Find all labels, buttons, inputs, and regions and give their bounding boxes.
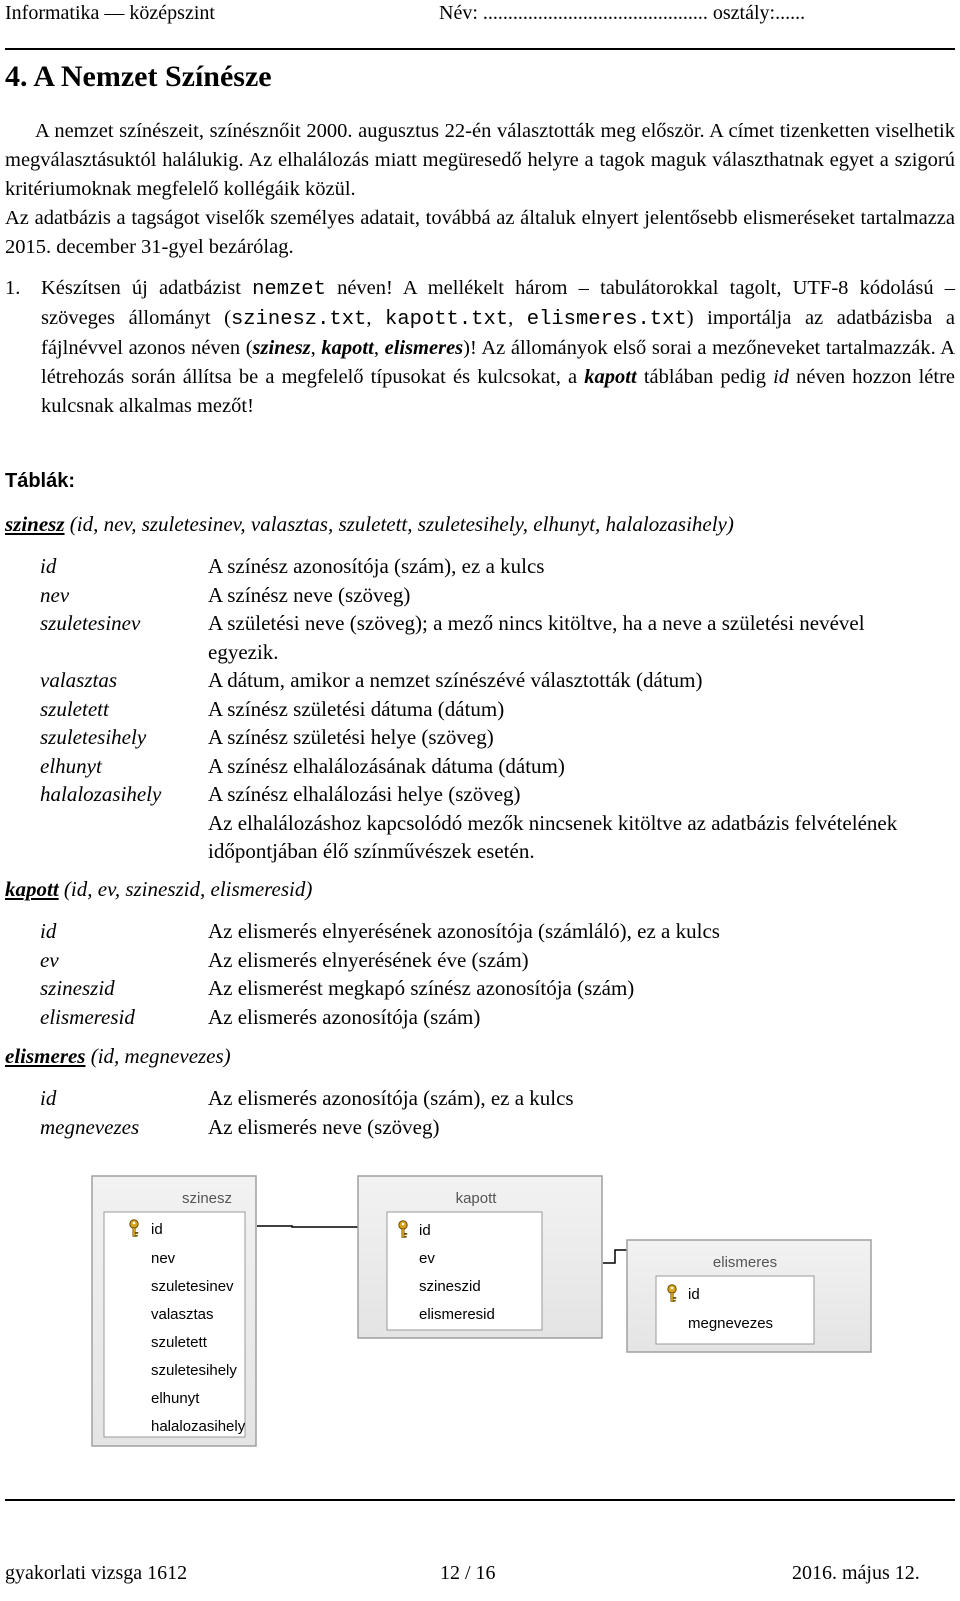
relation-line-kapott-elismeres <box>603 1250 627 1263</box>
task-text-part: , <box>508 307 527 329</box>
table-signature: (id, megnevezes) <box>85 1044 231 1068</box>
table-name: elismeres <box>384 337 464 359</box>
file-name: szinesz.txt <box>230 308 367 331</box>
footer-page-number: 12 / 16 <box>440 1562 496 1584</box>
table-header-kapott <box>5 877 312 902</box>
task-text-part: , <box>310 337 322 359</box>
footer-date: 2016. május 12. <box>792 1562 920 1584</box>
file-name: kapott.txt <box>385 308 509 331</box>
task-text-part: néven hozzon létre kulcsnak alkalmas mezőt! <box>41 366 956 417</box>
field-name: elhunyt <box>40 753 102 778</box>
header-rule <box>5 48 955 50</box>
field-name: halalozasihely <box>40 782 162 806</box>
field-description: A születési neve (szöveg); a mező nincs kitöltve, ha a neve a születési nevével egyezik. <box>208 611 865 664</box>
entity-fields: id megnevezes <box>688 1286 774 1332</box>
field-description: A színész azonosítója (szám), ez a kulcs <box>208 554 545 578</box>
entity-title: elismeres <box>712 1254 778 1271</box>
field-name: megnevezes <box>40 1114 140 1139</box>
field-name: szineszid <box>40 976 115 1000</box>
field-description: Az elismerés azonosítója (szám) <box>208 1004 481 1029</box>
task-text-part: táblában pedig <box>636 366 774 388</box>
db-name: nemzet <box>252 278 326 301</box>
field-description: A dátum, amikor a nemzet színészévé választották (dátum) <box>208 668 703 692</box>
footer-rule <box>5 1499 955 1501</box>
tables-label: Táblák: <box>5 470 76 492</box>
field-name: szuletett <box>40 696 109 721</box>
entity-fields: id nev szuletesinev valasztas szuletett szuletesihely elhunyt halalozasihely <box>151 1221 246 1435</box>
field-description: Az elismerést megkapó színész azonosítója (szám) <box>208 976 635 1000</box>
task-text-part: Készítsen új adatbázist <box>41 277 253 299</box>
table-title: szinesz <box>5 512 65 536</box>
table-title: elismeres <box>5 1044 86 1068</box>
task-text-part: , <box>366 307 386 329</box>
field-description: A színész neve (szöveg) <box>208 582 411 607</box>
task-number: 1. <box>5 277 21 299</box>
task-text-part: , <box>373 337 385 359</box>
task-text <box>41 274 955 421</box>
table-title: kapott <box>5 877 59 901</box>
task-1 <box>5 274 955 421</box>
field-note: Az elhalálozáshoz kapcsolódó mezők nincsenek kitöltve az adatbázis felvételének időpontjában élő színművészek esetén. <box>208 810 898 863</box>
table-signature: (id, ev, szineszid, elismeresid) <box>58 877 313 901</box>
field-name: szuletesihely <box>40 725 147 749</box>
entity-title: szinesz <box>181 1190 233 1207</box>
table-signature: (id, nev, szuletesinev, valasztas, szuletett, szuletesihely, elhunyt, halalozasihely) <box>64 512 734 536</box>
table-name: szinesz <box>252 337 311 359</box>
entity-box-elismeres <box>627 1240 871 1352</box>
field-name: valasztas <box>40 668 118 692</box>
file-name: elismeres.txt <box>526 308 687 331</box>
entity-box-szinesz <box>92 1176 256 1446</box>
section-title: 4. A Nemzet Színésze <box>5 60 272 93</box>
field-name: szuletesinev <box>40 611 141 635</box>
header-left: Informatika — középszint <box>5 2 215 24</box>
task-text-part: néven! A mellékelt három – tabulátorokkal tagolt, UTF-8 kódolású – szöveges állományt ( <box>41 277 955 329</box>
table-header-elismeres <box>5 1044 231 1069</box>
table-name: kapott <box>584 366 637 388</box>
intro-paragraph-2: Az adatbázis a tagságot viselők személyes adatait, továbbá az általuk elnyert jelentősebb elismeréseket tartalmazza 2015. december 31-gyel bezárólag. <box>5 207 955 258</box>
field-name: nev <box>40 582 70 607</box>
entity-title: kapott <box>455 1190 497 1207</box>
table-name: kapott <box>321 337 374 359</box>
intro-text <box>5 117 955 262</box>
field-description: Az elismerés azonosítója (szám), ez a kulcs <box>208 1086 574 1110</box>
footer-left: gyakorlati vizsga 1612 <box>5 1562 188 1584</box>
field-name: id <box>40 919 57 943</box>
entity-box-kapott <box>358 1176 602 1338</box>
field-name: id <box>773 366 790 388</box>
task-text-part: ) importálja az adatbázisba a fájlnévvel azonos néven ( <box>41 307 956 359</box>
field-description: Az elismerés neve (szöveg) <box>208 1114 440 1139</box>
table-header-szinesz <box>5 512 734 537</box>
field-name: id <box>40 554 57 578</box>
field-description: A színész születési helye (szöveg) <box>208 725 494 749</box>
field-description: Az elismerés elnyerésének azonosítója (számláló), ez a kulcs <box>208 919 720 943</box>
field-description: Az elismerés elnyerésének éve (szám) <box>208 947 529 972</box>
entity-fields: id ev szineszid elismeresid <box>419 1222 495 1323</box>
intro-paragraph-1: A nemzet színészeit, színésznőit 2000. augusztus 22-én választották meg először. A címet tizenketten viselhetik megválasztásuktól halálukig. Az elhalálozás miatt megüresedő helyre a tagok maguk választhatnak egyet a szigorú kritériumoknak megfelelő kollégáik közül. <box>5 120 955 200</box>
task-text-part: )! Az állományok első sorai a mezőneveket tartalmazzák. A létrehozás során állítsa be a megfelelő típusokat és kulcsokat, a <box>41 337 956 388</box>
field-name: ev <box>40 947 59 972</box>
field-name: elismeresid <box>40 1004 135 1029</box>
header-right: Név: ............................................. osztály:...... <box>439 2 806 24</box>
field-description: A színész születési dátuma (dátum) <box>208 696 505 721</box>
relationship-diagram <box>0 1160 960 1480</box>
field-name: id <box>40 1086 57 1110</box>
field-description: A színész elhalálozásának dátuma (dátum) <box>208 753 565 778</box>
field-description: A színész elhalálozási helye (szöveg) <box>208 782 521 806</box>
